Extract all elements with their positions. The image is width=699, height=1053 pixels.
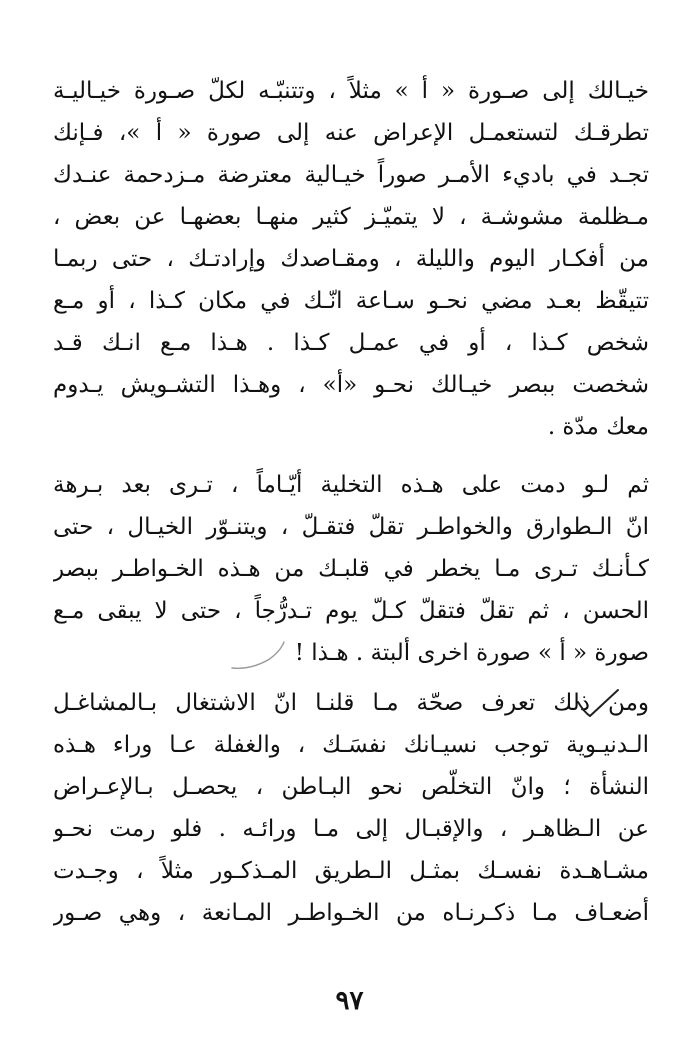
text-line: تجـد في باديء الأمـر صوراً خيـالية معترضة مـزدحمة عنـدك [53,162,649,188]
text-line: مشـاهـدة نفسـك بمثـل الـطريق المـذكـور مثلاً ، وجـدت [53,858,649,884]
page-number: ٩٧ [335,986,364,1016]
text-line: من أفكـار اليوم والليلة ، ومقـاصدك وإرادتـك ، حتى ربمـا [53,246,649,272]
text-line: ثم لـو دمت على هـذه التخلية أيّـاماً ، تـرى بعد بـرهة [53,472,649,498]
pencil-check-mark [578,690,618,716]
text-line: الـدنيـوية توجب نسيـانك نفسَـك ، والغفلة عـا وراء هـذه [53,732,649,758]
text-line: كـأنـك تـرى مـا يخطر في قلبـك من هـذه الخـواطـر ببصر [53,556,649,582]
text-line: خيـالك إلى صـورة « أ » مثلاً ، وتتنبّـه لكلّ صـورة خيـاليـة [53,78,649,104]
text-line: معك مدّة . [547,414,649,440]
text-line: شخصت ببصر خيـالك نحـو «أ» ، وهـذا التشـويش يـدوم [53,372,649,398]
text-line: الحسن ، ثم تقلّ فتقلّ كـلّ يوم تـدرُّجاً ، حتى لا يبقى مـع [53,598,649,624]
text-line: انّ الـطوارق والخواطـر تقلّ فتقـلّ ، ويتنـوّر الخيـال ، حتى [53,514,649,540]
pencil-underline-mark [232,642,284,668]
text-line: مـظلمة مشوشـة ، لا يتميّـز كثير منهـا بعضهـا عن بعض ، [53,204,649,230]
text-line: النشأة ؛ وانّ التخلّص نحو البـاطن ، يحصـل بـالإعـراض [53,774,649,800]
text-line: تطرقـك لتستعمـل الإعراض عنه إلى صورة « أ »، فـإنك [53,120,649,146]
text-line: ومن ذلك تعرف صحّة مـا قلنـا انّ الاشتغال بـالمشاغـل [53,690,649,716]
text-line: عن الـظاهـر ، والإقبـال إلى مـا ورائـه . فلو رمت نحـو [53,816,649,842]
text-line: أضعـاف مـا ذكـرنـاه من الخـواطـر المـانعة ، وهي صـور [53,900,649,926]
text-line: صورة « أ » صورة اخرى ألبتة . هـذا ! [294,640,649,666]
text-line: شخص كـذا ، أو في عمـل كـذا . هـذا مـع انـك قـد [53,330,649,356]
text-line: تتيقّظ بعـد مضي نحـو سـاعة انّـك في مكان كـذا ، أو مـع [53,288,649,314]
